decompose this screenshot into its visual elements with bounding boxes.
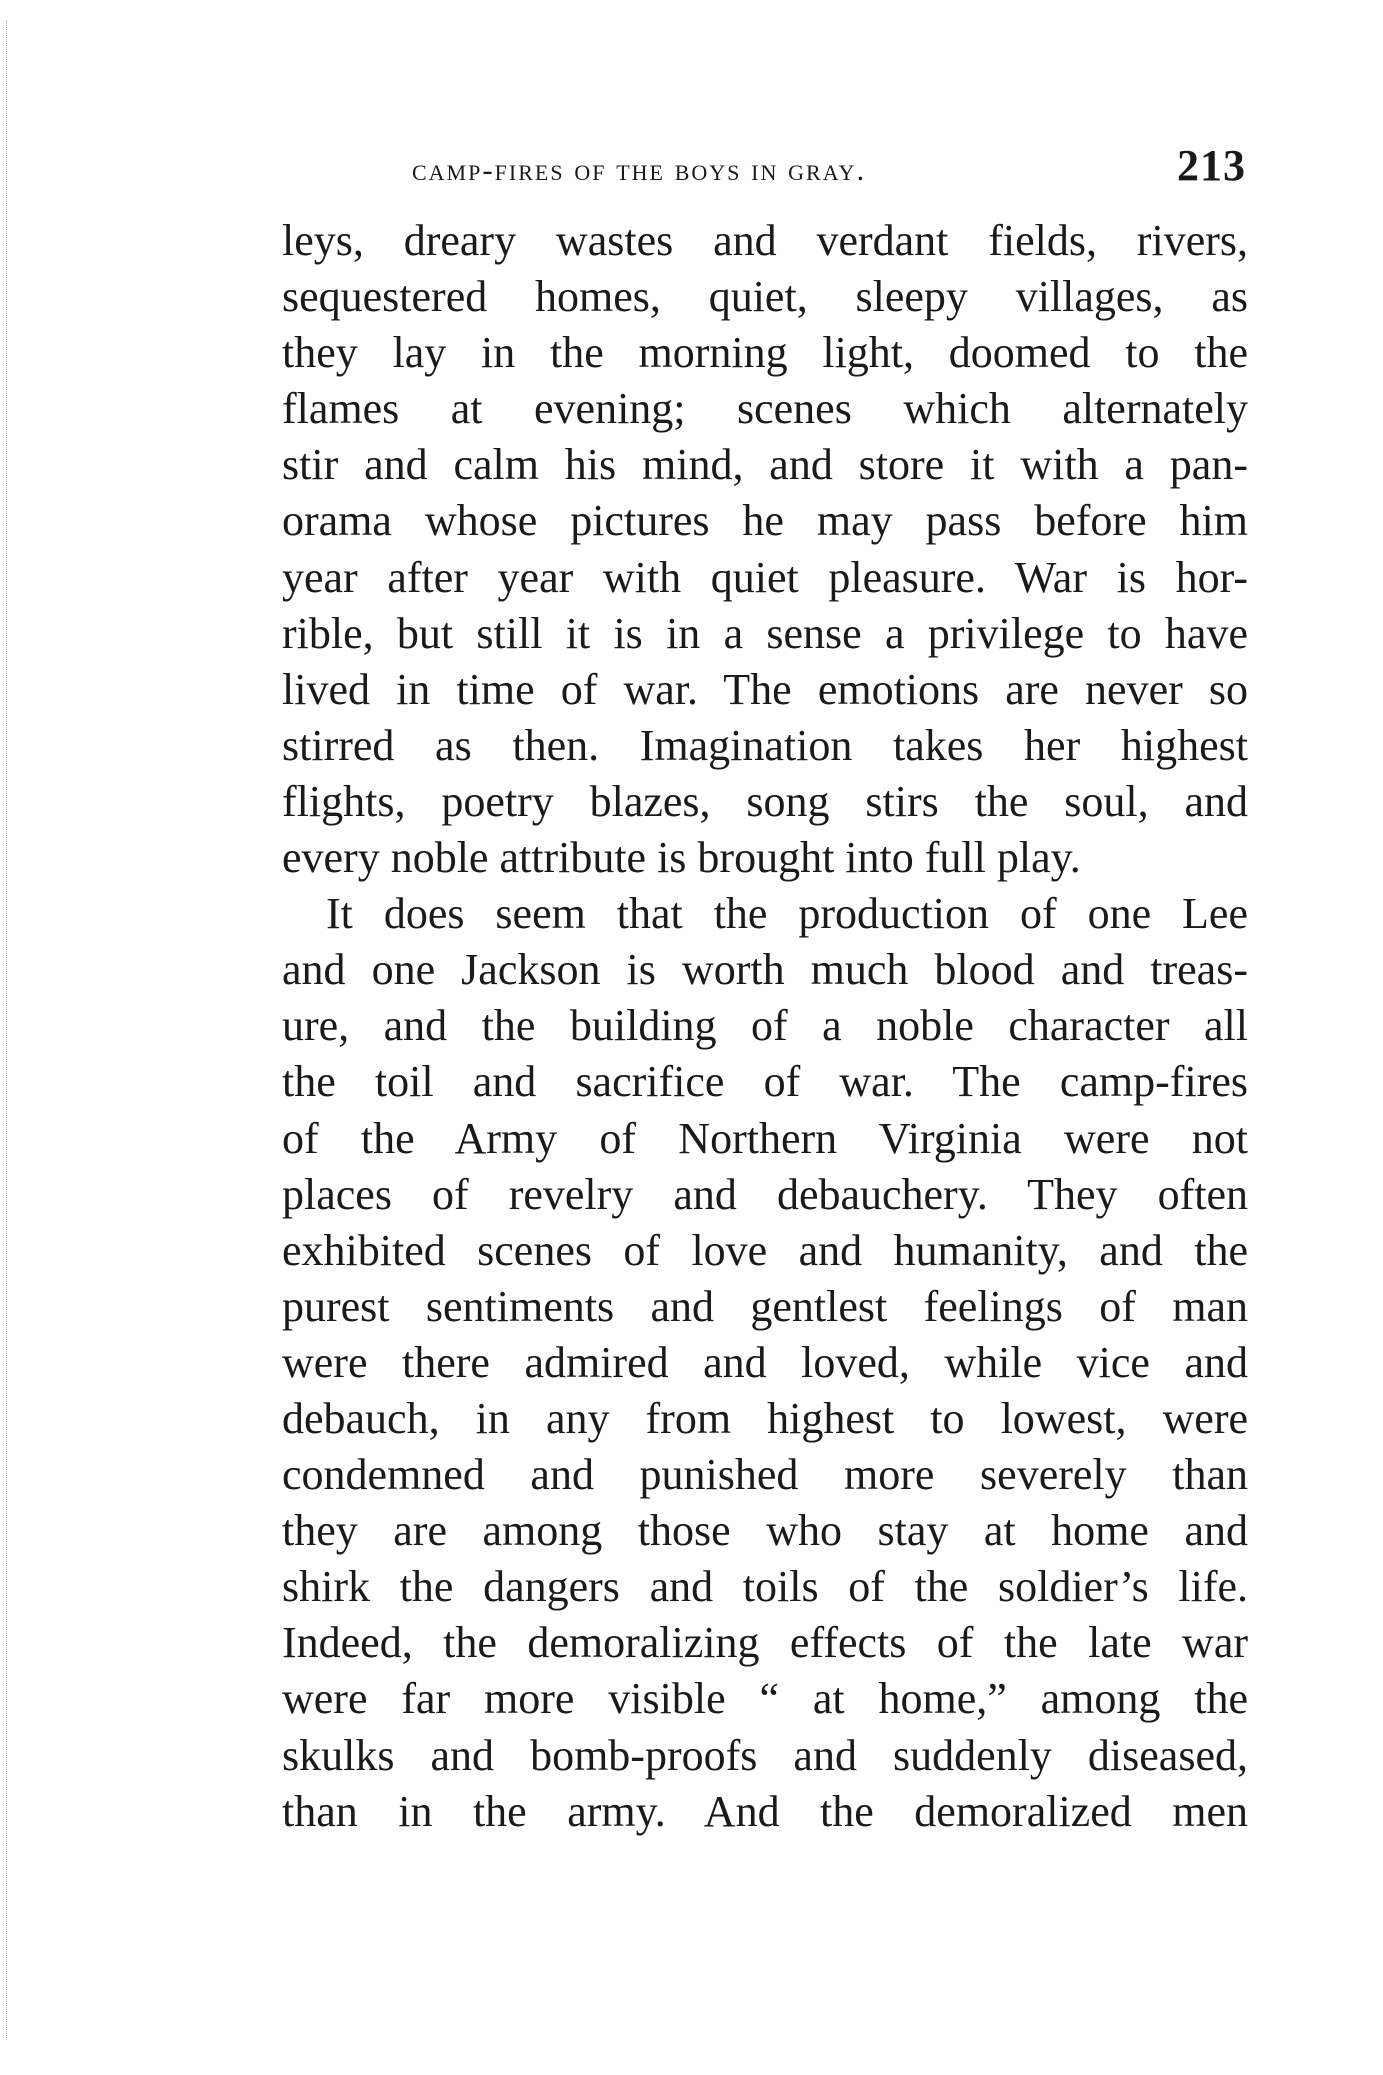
text-line: the toil and sacrifice of war. The camp-fires bbox=[282, 1057, 1248, 1107]
binding-gutter bbox=[6, 20, 13, 2040]
text-line: ure, and the building of a noble character all bbox=[282, 1001, 1248, 1051]
text-line: they are among those who stay at home and bbox=[282, 1506, 1248, 1556]
text-line: skulks and bomb-proofs and suddenly diseased, bbox=[282, 1730, 1248, 1780]
running-title: camp-fires of the boys in gray. bbox=[412, 152, 867, 187]
text-line: were there admired and loved, while vice and bbox=[282, 1337, 1248, 1387]
text-line: debauch, in any from highest to lowest, were bbox=[282, 1393, 1248, 1443]
text-line: lived in time of war. The emotions are never so bbox=[282, 664, 1248, 714]
text-line: flights, poetry blazes, song stirs the soul, and bbox=[282, 776, 1248, 826]
text-line: than in the army. And the demoralized men bbox=[282, 1786, 1248, 1836]
page-number: 213 bbox=[1177, 141, 1246, 190]
text-line: stir and calm his mind, and store it with a pan- bbox=[282, 440, 1248, 490]
text-line: places of revelry and debauchery. They often bbox=[282, 1169, 1248, 1219]
text-line: stirred as then. Imagination takes her highest bbox=[282, 720, 1248, 770]
text-line: sequestered homes, quiet, sleepy villages, as bbox=[282, 272, 1248, 322]
paragraph-2 bbox=[282, 886, 1248, 1840]
body-text bbox=[282, 213, 1248, 1840]
text-line: condemned and punished more severely than bbox=[282, 1450, 1248, 1500]
running-head bbox=[412, 140, 1246, 200]
text-line: It does seem that the production of one Lee bbox=[326, 889, 1248, 939]
text-line: every noble attribute is brought into full play. bbox=[282, 833, 1081, 883]
text-line: were far more visible “ at home,” among the bbox=[282, 1674, 1248, 1724]
text-line: Indeed, the demoralizing effects of the late war bbox=[282, 1618, 1248, 1668]
text-line: and one Jackson is worth much blood and treas- bbox=[282, 945, 1248, 995]
text-line: of the Army of Northern Virginia were not bbox=[282, 1113, 1248, 1163]
text-line: year after year with quiet pleasure. War is hor- bbox=[282, 552, 1248, 602]
text-line: they lay in the morning light, doomed to the bbox=[282, 328, 1248, 378]
text-line: leys, dreary wastes and verdant fields, rivers, bbox=[282, 216, 1248, 265]
text-line: flames at evening; scenes which alternately bbox=[282, 384, 1248, 434]
paragraph-1 bbox=[282, 213, 1248, 886]
text-line: purest sentiments and gentlest feelings of man bbox=[282, 1281, 1248, 1331]
text-line: orama whose pictures he may pass before him bbox=[282, 496, 1248, 546]
text-line: shirk the dangers and toils of the soldier’s life. bbox=[282, 1562, 1248, 1612]
text-line: rible, but still it is in a sense a privilege to have bbox=[282, 608, 1248, 658]
text-line: exhibited scenes of love and humanity, and the bbox=[282, 1225, 1248, 1275]
